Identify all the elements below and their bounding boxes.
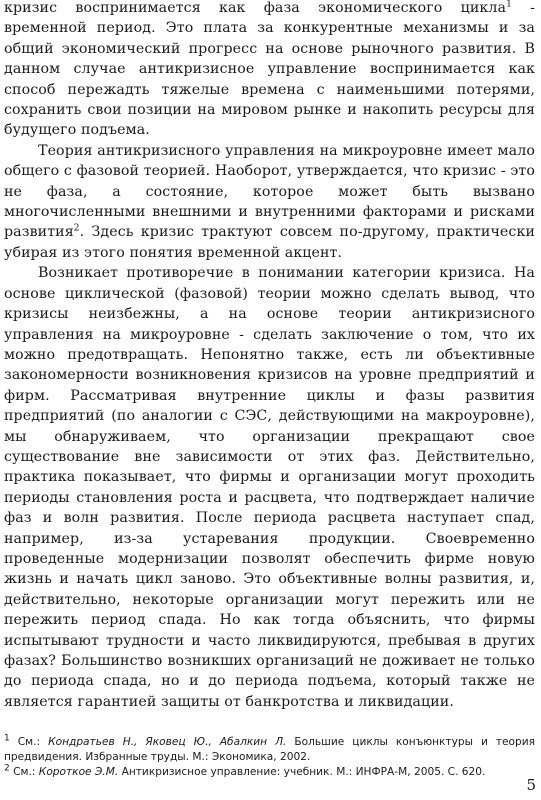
footnote-ref-1[interactable]: 1 bbox=[506, 0, 512, 10]
paragraph-3: Возникает противоречие в понимании категории кризиса. На основе циклической (фазовой) теории можно сделать вывод, что кризисы неизбежны, а на основе теории антикризисного управления на микроуровне - сделать заключение о том, что их можно предотвращать. Непонятно также, есть ли объективные закономерности возникновения кризисов на уровне предприятий и фирм. Рассматривая внутренние циклы и фазы развития предприятий (по аналогии с СЭС, действующими на макроуровне), мы обнаруживаем, что организации прекращают свое существование вне зависимости от этих фаз. Действительно, практика показывает, что фирмы и организации могут проходить периоды становления роста и расцвета, что подтверждает наличие фаз и волн развития. После периода расцвета наступает спад, например, из-за устаревания продукции. Своевременно проведенные модернизации позволят обеспечить фирме новую жизнь и начать цикл заново. Это объективные волны развития, и, действительно, некоторые организации могут пережить или не пережить период спада. Но как тогда объяснить, что фирмы испытывают трудности и часто ликвидируются, пребывая в других фазах? Большинство возникших организаций не доживает не только до периода спада, но и до периода подъема, который также не является гарантией защиты от банкротства и ликвидации. bbox=[4, 265, 535, 710]
footnote-2-authors: Короткое Э.М. bbox=[38, 766, 119, 778]
footnote-1-authors: Кондратьев Н., Яковец Ю., Абалкин Л. bbox=[48, 736, 287, 748]
footnote-2-number: 2 bbox=[4, 763, 10, 774]
paragraph-2-text-b: . Здесь кризис трактуют совсем по-другому, практически убирая из этого понятия временной акцент. bbox=[4, 224, 535, 261]
paragraph-2-text-a: Теория антикризисного управления на микроуровне имеет мало общего с фазовой теорией. Наоборот, утверждается, что кризис - это не фаза, а состояние, которое может быть вызвано многочисленными внешними и внутренними факторами и рисками развития bbox=[4, 142, 535, 241]
footnotes bbox=[4, 735, 535, 780]
main-text bbox=[4, 0, 535, 712]
footnote-1 bbox=[4, 735, 535, 765]
footnote-2 bbox=[4, 765, 535, 780]
footnote-2-prefix: См.: bbox=[9, 766, 39, 778]
footnote-1-text: Большие циклы конъюнктуры и теория предвидения. Избранные труды. М.: Экономика, 2002. bbox=[4, 736, 536, 763]
footnote-1-number: 1 bbox=[4, 733, 10, 744]
paragraph-1 bbox=[4, 0, 535, 141]
page-number: 5 bbox=[526, 776, 536, 794]
footnote-1-prefix: См.: bbox=[9, 736, 49, 748]
paragraph-1-text-b: - временной период. Это плата за конкурентные механизмы и за общий экономический прогресс на основе рыночного развития. В данном случае антикризисное управление воспринимается как способ пережадть тяжелые времена с наименьшими потерями, сохранить свои позиции на мировом рынке и накопить ресурсы для будущего подъема. bbox=[4, 0, 535, 139]
footnote-ref-2[interactable]: 2 bbox=[73, 223, 80, 234]
footnote-2-text: Антикризисное управление: учебник. М.: ИНФРА-М, 2005. С. 620. bbox=[118, 766, 486, 778]
paragraph-2 bbox=[4, 141, 535, 263]
paragraph-1-text-a: кризис воспринимается как фаза экономического цикла bbox=[4, 0, 507, 16]
